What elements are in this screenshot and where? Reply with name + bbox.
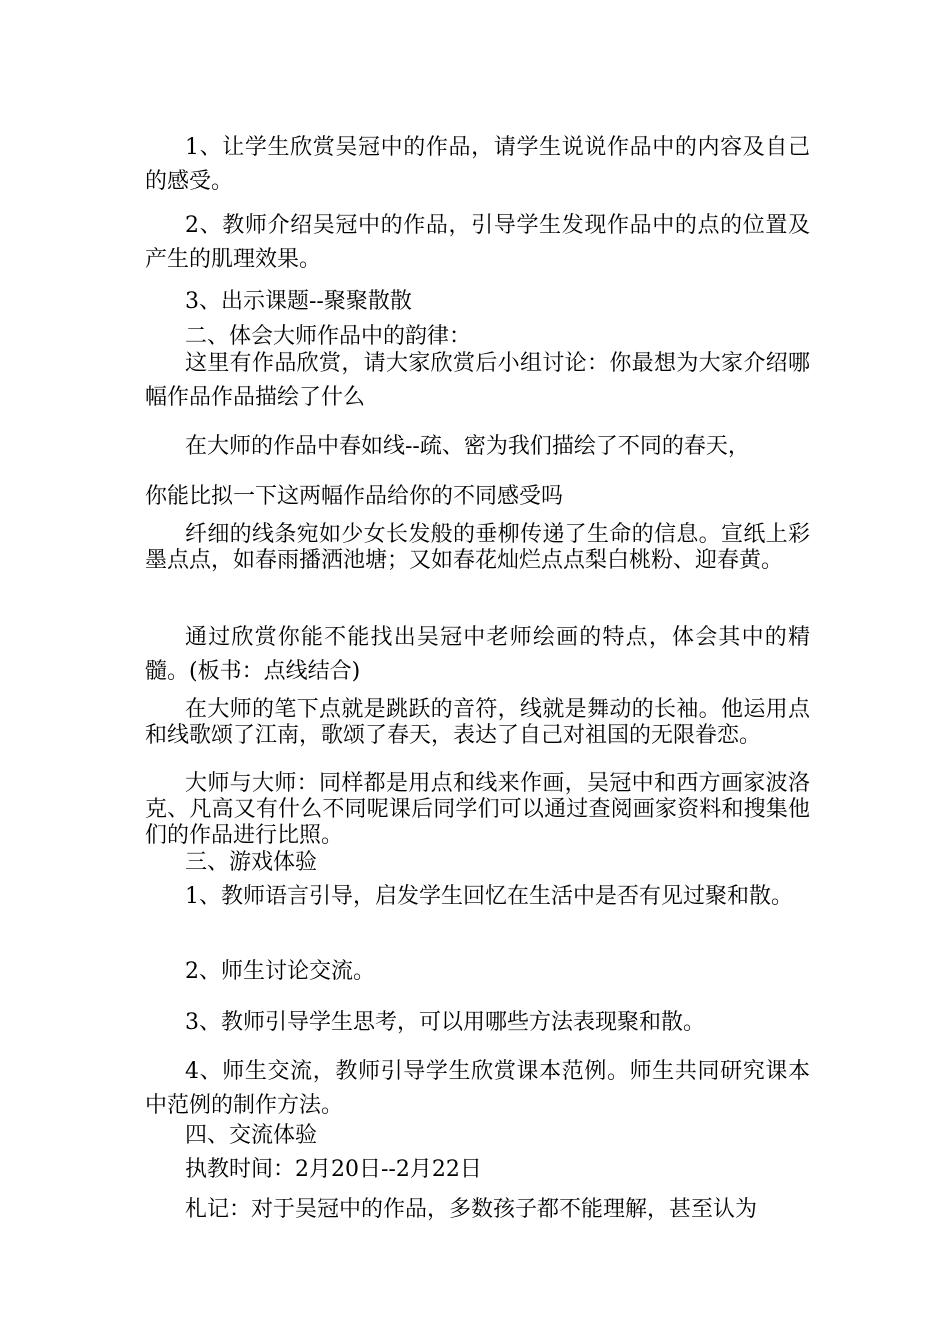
paragraph-notes: 札记：对于吴冠中的作品，多数孩子都不能理解，甚至认为 bbox=[185, 1197, 758, 1222]
paragraph-notes-lines: 在大师的笔下点就是跳跃的音符，线就是舞动的长袖。他运用点和线歌颂了江南，歌颂了春天，表达了自己对祖国的无限眷恋。 bbox=[145, 697, 810, 748]
paragraph-willow: 纤细的线条宛如少女长发般的垂柳传递了生命的信息。宣纸上彩墨点点，如春雨播洒池塘；又如春花灿烂点点梨白桃粉、迎春黄。 bbox=[145, 522, 810, 573]
paragraph-step-2-introduce: 2、教师介绍吴冠中的作品，引导学生发现作品中的点的位置及产生的肌理效果。 bbox=[145, 213, 810, 272]
paragraph-game-3: 3、教师引导学生思考，可以用哪些方法表现聚和散。 bbox=[185, 1010, 705, 1035]
paragraph-spring-lines: 在大师的作品中春如线--疏、密为我们描绘了不同的春天， bbox=[185, 434, 750, 459]
paragraph-game-1: 1、教师语言引导，启发学生回忆在生活中是否有见过聚和散。 bbox=[185, 884, 793, 909]
paragraph-master-vs-master: 大师与大师：同样都是用点和线来作画，吴冠中和西方画家波洛克、凡高又有什么不同呢课后同学们可以通过查阅画家资料和搜集他们的作品进行比照。 bbox=[145, 771, 810, 848]
paragraph-game-4: 4、师生交流，教师引导学生欣赏课本范例。师生共同研究课本中范例的制作方法。 bbox=[145, 1059, 810, 1118]
paragraph-step-3-topic: 3、出示课题--聚聚散散 bbox=[185, 289, 412, 314]
paragraph-game-2: 2、师生讨论交流。 bbox=[185, 959, 375, 984]
paragraph-features: 通过欣赏你能不能找出吴冠中老师绘画的特点，体会其中的精髓。(板书：点线结合) bbox=[145, 625, 810, 684]
section-heading-4: 四、交流体验 bbox=[185, 1123, 318, 1148]
section-heading-2: 二、体会大师作品中的韵律： bbox=[185, 324, 472, 349]
teaching-time: 执教时间：2月20日--2月22日 bbox=[185, 1157, 482, 1182]
paragraph-discussion: 这里有作品欣赏，请大家欣赏后小组讨论：你最想为大家介绍哪幅作品作品描绘了什么 bbox=[145, 351, 810, 410]
section-heading-3: 三、游戏体验 bbox=[185, 850, 318, 875]
paragraph-step-1-appreciate: 1、让学生欣赏吴冠中的作品，请学生说说作品中的内容及自己的感受。 bbox=[145, 135, 810, 194]
paragraph-compare: 你能比拟一下这两幅作品给你的不同感受吗 bbox=[145, 484, 564, 509]
